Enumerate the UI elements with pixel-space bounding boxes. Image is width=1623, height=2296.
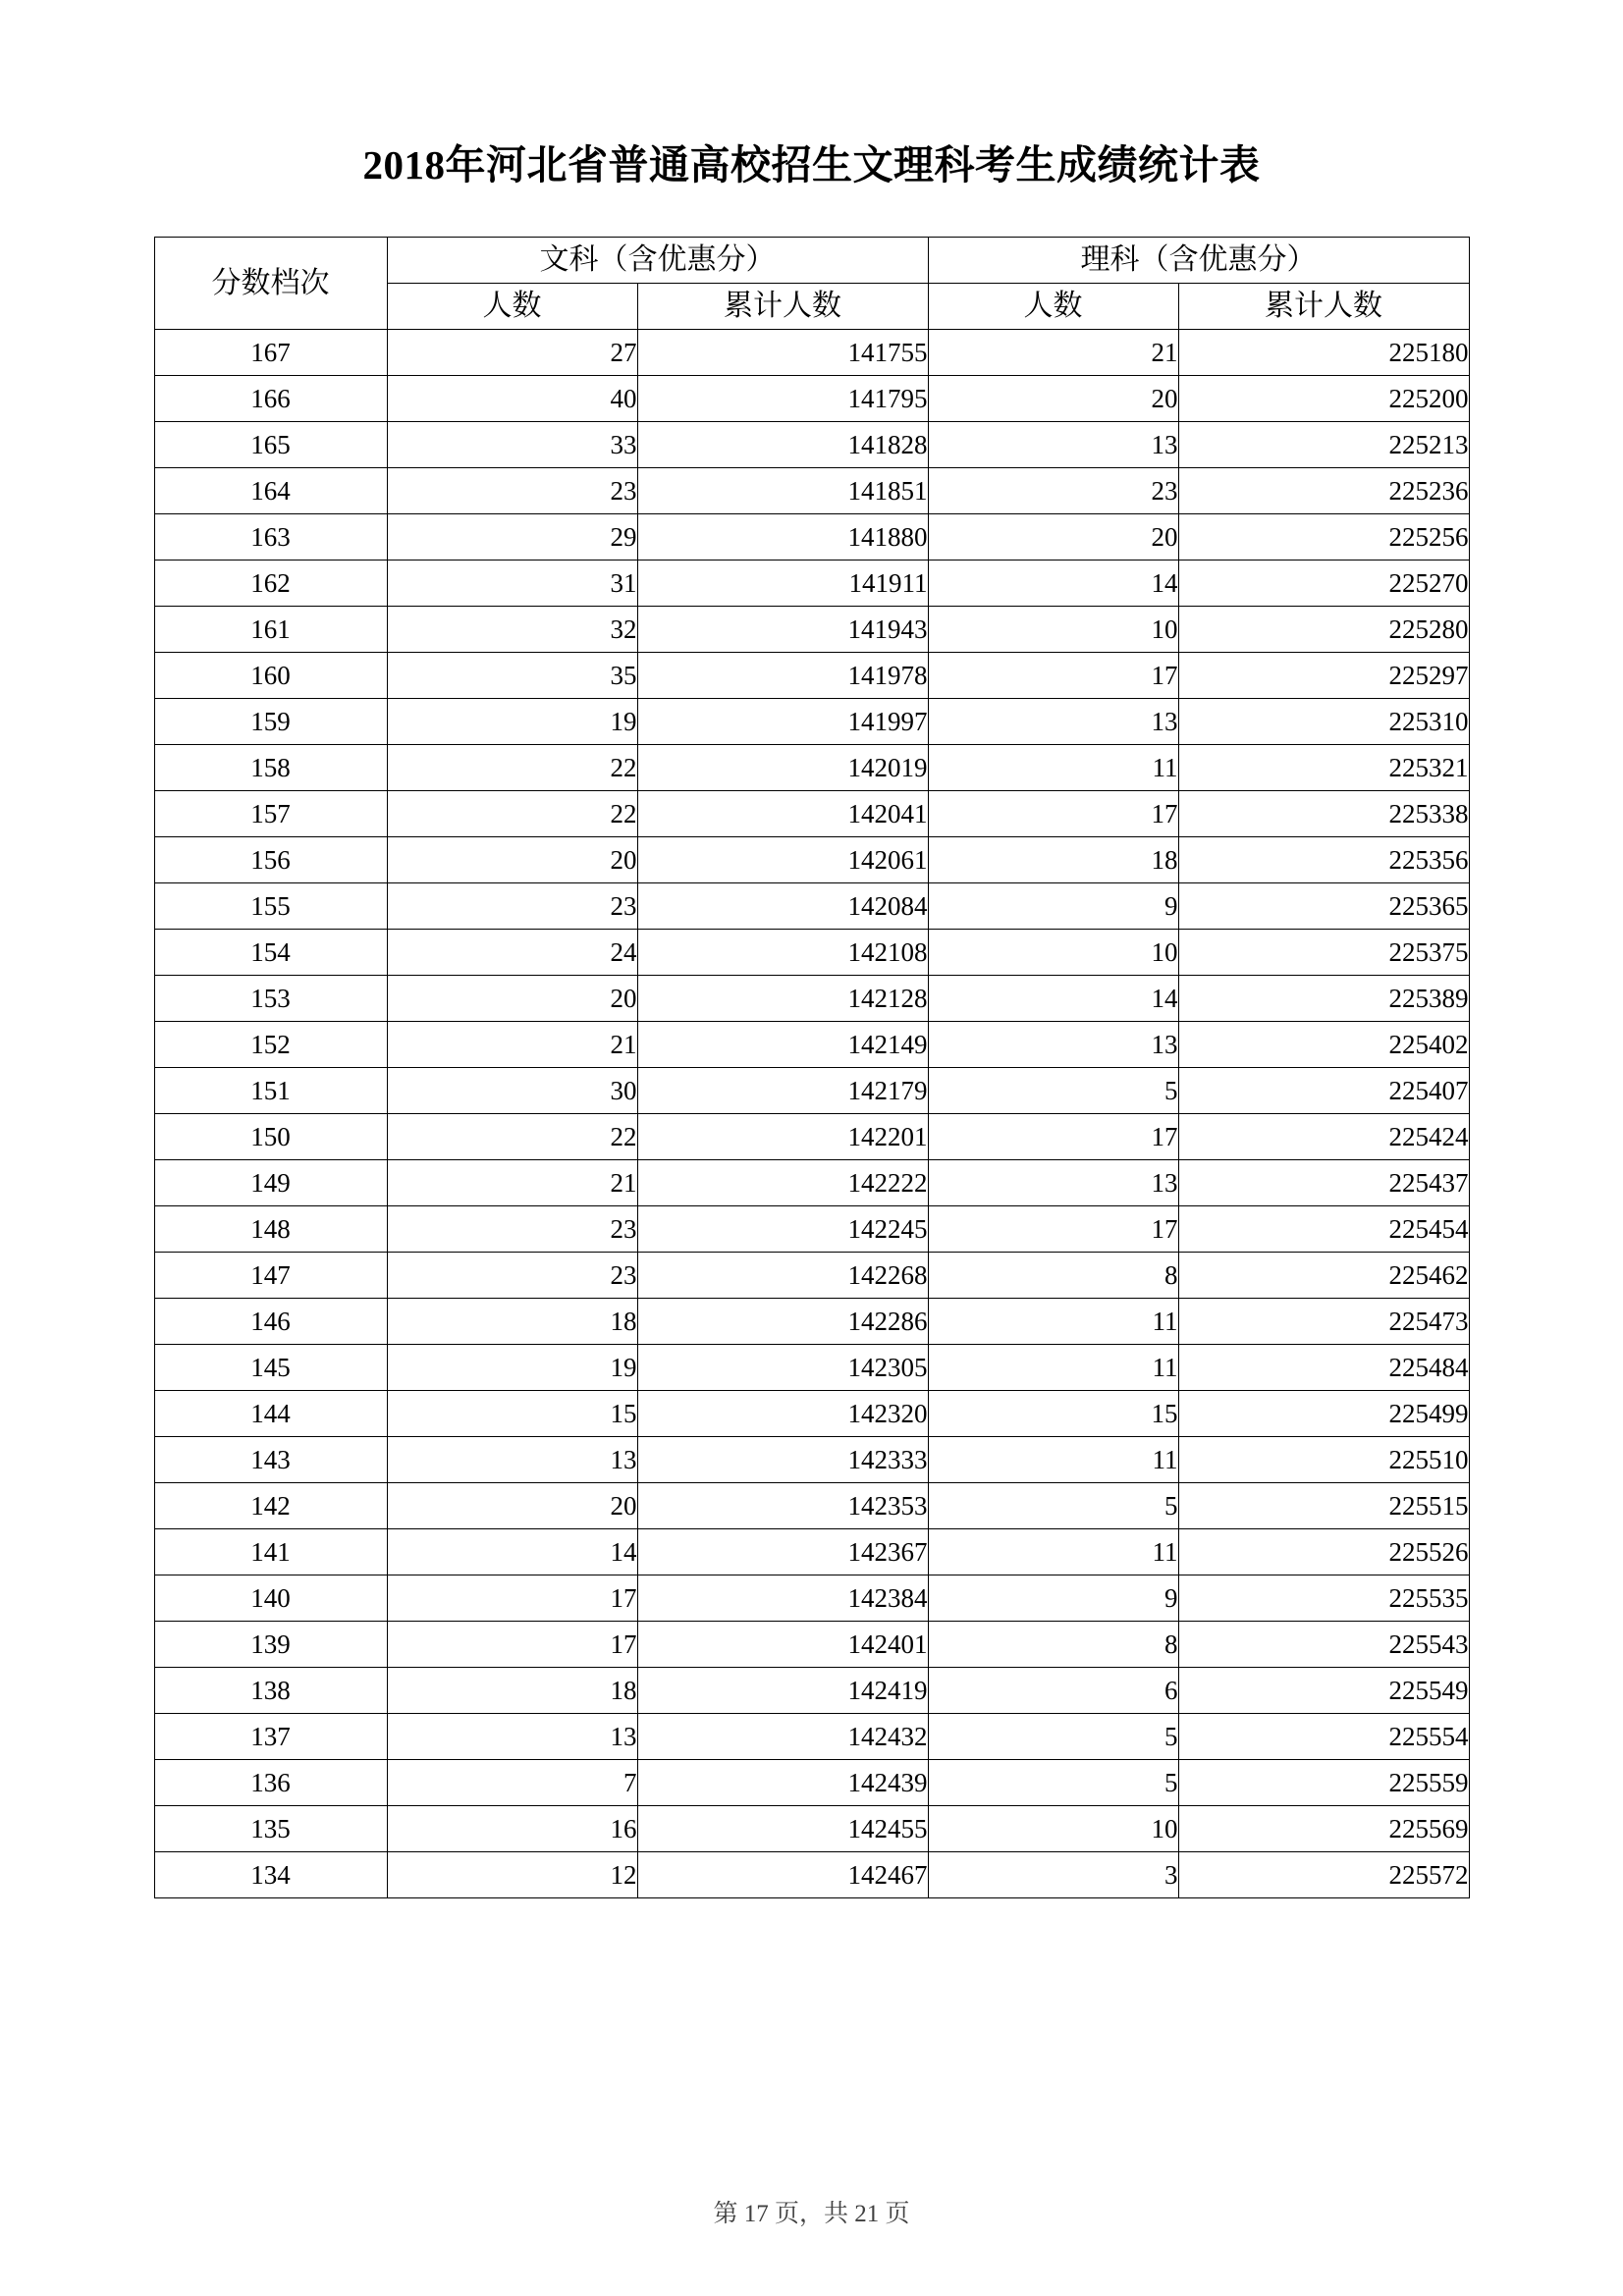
table-row (154, 1299, 1469, 1345)
cell-liberal-cumulative: 141755 (637, 330, 928, 376)
cell-science-count: 14 (928, 561, 1178, 607)
cell-science-cumulative: 225424 (1178, 1114, 1469, 1160)
cell-liberal-count: 13 (387, 1714, 637, 1760)
cell-science-cumulative: 225389 (1178, 976, 1469, 1022)
column-header-score-band: 分数档次 (154, 238, 387, 330)
cell-liberal-cumulative: 142333 (637, 1437, 928, 1483)
table-row (154, 514, 1469, 561)
cell-science-cumulative: 225297 (1178, 653, 1469, 699)
cell-liberal-count: 14 (387, 1529, 637, 1575)
table-row (154, 745, 1469, 791)
cell-liberal-cumulative: 142149 (637, 1022, 928, 1068)
cell-science-cumulative: 225356 (1178, 837, 1469, 883)
table-row (154, 1253, 1469, 1299)
cell-science-cumulative: 225526 (1178, 1529, 1469, 1575)
cell-score-band: 137 (154, 1714, 387, 1760)
cell-science-count: 5 (928, 1760, 1178, 1806)
cell-liberal-cumulative: 141851 (637, 468, 928, 514)
cell-science-cumulative: 225484 (1178, 1345, 1469, 1391)
cell-liberal-cumulative: 142179 (637, 1068, 928, 1114)
cell-liberal-count: 23 (387, 1206, 637, 1253)
cell-science-count: 17 (928, 791, 1178, 837)
table-row (154, 1806, 1469, 1852)
cell-liberal-count: 22 (387, 745, 637, 791)
cell-liberal-count: 19 (387, 699, 637, 745)
cell-science-count: 3 (928, 1852, 1178, 1898)
cell-score-band: 147 (154, 1253, 387, 1299)
table-row (154, 607, 1469, 653)
cell-science-cumulative: 225510 (1178, 1437, 1469, 1483)
score-table-container (0, 237, 1623, 1898)
cell-liberal-count: 17 (387, 1622, 637, 1668)
cell-score-band: 155 (154, 883, 387, 930)
table-header-row-groups (154, 238, 1469, 284)
table-row (154, 1760, 1469, 1806)
cell-science-count: 11 (928, 1299, 1178, 1345)
cell-liberal-cumulative: 142084 (637, 883, 928, 930)
cell-score-band: 141 (154, 1529, 387, 1575)
table-row (154, 791, 1469, 837)
cell-science-count: 17 (928, 1114, 1178, 1160)
cell-liberal-count: 40 (387, 376, 637, 422)
cell-science-count: 9 (928, 1575, 1178, 1622)
cell-liberal-count: 27 (387, 330, 637, 376)
cell-science-cumulative: 225200 (1178, 376, 1469, 422)
cell-science-count: 20 (928, 514, 1178, 561)
cell-liberal-cumulative: 142128 (637, 976, 928, 1022)
cell-liberal-count: 30 (387, 1068, 637, 1114)
cell-liberal-cumulative: 142019 (637, 745, 928, 791)
table-row (154, 653, 1469, 699)
cell-liberal-count: 16 (387, 1806, 637, 1852)
cell-score-band: 167 (154, 330, 387, 376)
cell-science-count: 5 (928, 1714, 1178, 1760)
cell-science-cumulative: 225569 (1178, 1806, 1469, 1852)
table-row (154, 837, 1469, 883)
cell-liberal-cumulative: 141795 (637, 376, 928, 422)
cell-liberal-count: 22 (387, 791, 637, 837)
cell-science-cumulative: 225280 (1178, 607, 1469, 653)
cell-score-band: 135 (154, 1806, 387, 1852)
cell-science-count: 18 (928, 837, 1178, 883)
table-row (154, 1852, 1469, 1898)
cell-liberal-count: 24 (387, 930, 637, 976)
cell-score-band: 159 (154, 699, 387, 745)
table-row (154, 422, 1469, 468)
table-row (154, 1160, 1469, 1206)
table-row (154, 976, 1469, 1022)
cell-science-cumulative: 225310 (1178, 699, 1469, 745)
table-row (154, 1114, 1469, 1160)
cell-score-band: 160 (154, 653, 387, 699)
cell-science-count: 11 (928, 1529, 1178, 1575)
cell-liberal-cumulative: 142268 (637, 1253, 928, 1299)
cell-liberal-cumulative: 142432 (637, 1714, 928, 1760)
cell-score-band: 154 (154, 930, 387, 976)
cell-science-count: 11 (928, 1437, 1178, 1483)
column-header-group-science: 理科（含优惠分） (928, 238, 1469, 284)
cell-liberal-count: 22 (387, 1114, 637, 1160)
cell-liberal-cumulative: 142419 (637, 1668, 928, 1714)
cell-score-band: 151 (154, 1068, 387, 1114)
table-row (154, 1022, 1469, 1068)
cell-science-cumulative: 225515 (1178, 1483, 1469, 1529)
cell-science-count: 10 (928, 930, 1178, 976)
cell-liberal-count: 31 (387, 561, 637, 607)
cell-liberal-count: 35 (387, 653, 637, 699)
cell-liberal-cumulative: 141997 (637, 699, 928, 745)
cell-science-count: 15 (928, 1391, 1178, 1437)
table-row (154, 1483, 1469, 1529)
table-row (154, 699, 1469, 745)
cell-science-cumulative: 225559 (1178, 1760, 1469, 1806)
cell-liberal-count: 29 (387, 514, 637, 561)
cell-liberal-cumulative: 141978 (637, 653, 928, 699)
cell-liberal-count: 15 (387, 1391, 637, 1437)
cell-liberal-cumulative: 142320 (637, 1391, 928, 1437)
cell-score-band: 148 (154, 1206, 387, 1253)
column-header-science-cumulative: 累计人数 (1178, 284, 1469, 330)
table-row (154, 1206, 1469, 1253)
cell-science-cumulative: 225549 (1178, 1668, 1469, 1714)
cell-score-band: 144 (154, 1391, 387, 1437)
table-row (154, 561, 1469, 607)
cell-science-cumulative: 225236 (1178, 468, 1469, 514)
cell-liberal-count: 23 (387, 883, 637, 930)
cell-science-cumulative: 225572 (1178, 1852, 1469, 1898)
cell-score-band: 142 (154, 1483, 387, 1529)
table-row (154, 376, 1469, 422)
cell-liberal-cumulative: 142384 (637, 1575, 928, 1622)
cell-liberal-count: 7 (387, 1760, 637, 1806)
column-header-science-count: 人数 (928, 284, 1178, 330)
cell-science-cumulative: 225321 (1178, 745, 1469, 791)
column-header-group-liberal-arts: 文科（含优惠分） (387, 238, 928, 284)
cell-liberal-count: 23 (387, 468, 637, 514)
cell-science-count: 6 (928, 1668, 1178, 1714)
cell-score-band: 164 (154, 468, 387, 514)
cell-score-band: 158 (154, 745, 387, 791)
cell-liberal-count: 13 (387, 1437, 637, 1483)
table-row (154, 930, 1469, 976)
cell-science-cumulative: 225535 (1178, 1575, 1469, 1622)
cell-science-count: 21 (928, 330, 1178, 376)
cell-score-band: 146 (154, 1299, 387, 1345)
cell-science-count: 9 (928, 883, 1178, 930)
cell-score-band: 134 (154, 1852, 387, 1898)
page-footer: 第 17 页，共 21 页 (713, 2201, 910, 2227)
cell-science-count: 23 (928, 468, 1178, 514)
cell-liberal-cumulative: 142108 (637, 930, 928, 976)
cell-liberal-count: 20 (387, 837, 637, 883)
cell-liberal-count: 33 (387, 422, 637, 468)
table-row (154, 468, 1469, 514)
cell-score-band: 166 (154, 376, 387, 422)
cell-science-cumulative: 225256 (1178, 514, 1469, 561)
cell-liberal-count: 23 (387, 1253, 637, 1299)
cell-score-band: 140 (154, 1575, 387, 1622)
table-header (154, 238, 1469, 330)
table-row (154, 883, 1469, 930)
cell-liberal-cumulative: 142467 (637, 1852, 928, 1898)
cell-science-count: 13 (928, 422, 1178, 468)
cell-liberal-count: 32 (387, 607, 637, 653)
cell-science-count: 11 (928, 1345, 1178, 1391)
cell-liberal-cumulative: 142222 (637, 1160, 928, 1206)
column-header-liberal-count: 人数 (387, 284, 637, 330)
cell-score-band: 153 (154, 976, 387, 1022)
cell-score-band: 152 (154, 1022, 387, 1068)
cell-liberal-cumulative: 141880 (637, 514, 928, 561)
cell-science-cumulative: 225180 (1178, 330, 1469, 376)
cell-science-count: 14 (928, 976, 1178, 1022)
page-title: 2018年河北省普通高校招生文理科考生成绩统计表 (362, 142, 1261, 187)
table-row (154, 1714, 1469, 1760)
cell-score-band: 162 (154, 561, 387, 607)
cell-score-band: 163 (154, 514, 387, 561)
cell-science-cumulative: 225462 (1178, 1253, 1469, 1299)
cell-science-count: 10 (928, 607, 1178, 653)
cell-liberal-cumulative: 142455 (637, 1806, 928, 1852)
cell-science-count: 8 (928, 1253, 1178, 1299)
table-row (154, 1529, 1469, 1575)
cell-liberal-cumulative: 142061 (637, 837, 928, 883)
cell-score-band: 145 (154, 1345, 387, 1391)
cell-score-band: 138 (154, 1668, 387, 1714)
cell-liberal-cumulative: 142401 (637, 1622, 928, 1668)
cell-science-cumulative: 225365 (1178, 883, 1469, 930)
table-body (154, 330, 1469, 1898)
cell-science-count: 8 (928, 1622, 1178, 1668)
cell-liberal-cumulative: 142201 (637, 1114, 928, 1160)
cell-science-cumulative: 225554 (1178, 1714, 1469, 1760)
cell-science-cumulative: 225407 (1178, 1068, 1469, 1114)
cell-score-band: 139 (154, 1622, 387, 1668)
cell-liberal-cumulative: 142245 (637, 1206, 928, 1253)
cell-score-band: 156 (154, 837, 387, 883)
cell-score-band: 143 (154, 1437, 387, 1483)
cell-liberal-count: 20 (387, 976, 637, 1022)
cell-liberal-count: 18 (387, 1299, 637, 1345)
cell-liberal-cumulative: 142353 (637, 1483, 928, 1529)
table-row (154, 1345, 1469, 1391)
cell-score-band: 157 (154, 791, 387, 837)
cell-science-count: 13 (928, 1022, 1178, 1068)
cell-science-cumulative: 225473 (1178, 1299, 1469, 1345)
cell-liberal-count: 17 (387, 1575, 637, 1622)
cell-score-band: 136 (154, 1760, 387, 1806)
cell-score-band: 150 (154, 1114, 387, 1160)
cell-liberal-count: 20 (387, 1483, 637, 1529)
cell-science-count: 10 (928, 1806, 1178, 1852)
cell-liberal-count: 12 (387, 1852, 637, 1898)
cell-science-count: 20 (928, 376, 1178, 422)
cell-science-cumulative: 225543 (1178, 1622, 1469, 1668)
cell-science-count: 13 (928, 1160, 1178, 1206)
cell-science-count: 17 (928, 653, 1178, 699)
table-row (154, 1668, 1469, 1714)
cell-score-band: 161 (154, 607, 387, 653)
cell-science-count: 5 (928, 1068, 1178, 1114)
cell-liberal-cumulative: 142286 (637, 1299, 928, 1345)
table-row (154, 1068, 1469, 1114)
cell-score-band: 149 (154, 1160, 387, 1206)
table-row (154, 1391, 1469, 1437)
cell-score-band: 165 (154, 422, 387, 468)
cell-liberal-cumulative: 141943 (637, 607, 928, 653)
table-row (154, 330, 1469, 376)
score-statistics-table (154, 237, 1470, 1898)
cell-liberal-cumulative: 142439 (637, 1760, 928, 1806)
cell-science-cumulative: 225454 (1178, 1206, 1469, 1253)
cell-science-cumulative: 225499 (1178, 1391, 1469, 1437)
cell-liberal-cumulative: 142305 (637, 1345, 928, 1391)
cell-science-cumulative: 225270 (1178, 561, 1469, 607)
cell-science-cumulative: 225338 (1178, 791, 1469, 837)
cell-liberal-count: 19 (387, 1345, 637, 1391)
table-row (154, 1622, 1469, 1668)
cell-science-count: 5 (928, 1483, 1178, 1529)
table-row (154, 1437, 1469, 1483)
column-header-liberal-cumulative: 累计人数 (637, 284, 928, 330)
table-row (154, 1575, 1469, 1622)
cell-science-cumulative: 225375 (1178, 930, 1469, 976)
cell-science-count: 11 (928, 745, 1178, 791)
cell-science-cumulative: 225437 (1178, 1160, 1469, 1206)
cell-liberal-cumulative: 141828 (637, 422, 928, 468)
cell-liberal-count: 21 (387, 1160, 637, 1206)
cell-science-cumulative: 225402 (1178, 1022, 1469, 1068)
cell-liberal-count: 18 (387, 1668, 637, 1714)
cell-liberal-cumulative: 142367 (637, 1529, 928, 1575)
cell-liberal-count: 21 (387, 1022, 637, 1068)
cell-science-count: 17 (928, 1206, 1178, 1253)
cell-science-cumulative: 225213 (1178, 422, 1469, 468)
cell-liberal-cumulative: 141911 (637, 561, 928, 607)
cell-science-count: 13 (928, 699, 1178, 745)
cell-liberal-cumulative: 142041 (637, 791, 928, 837)
